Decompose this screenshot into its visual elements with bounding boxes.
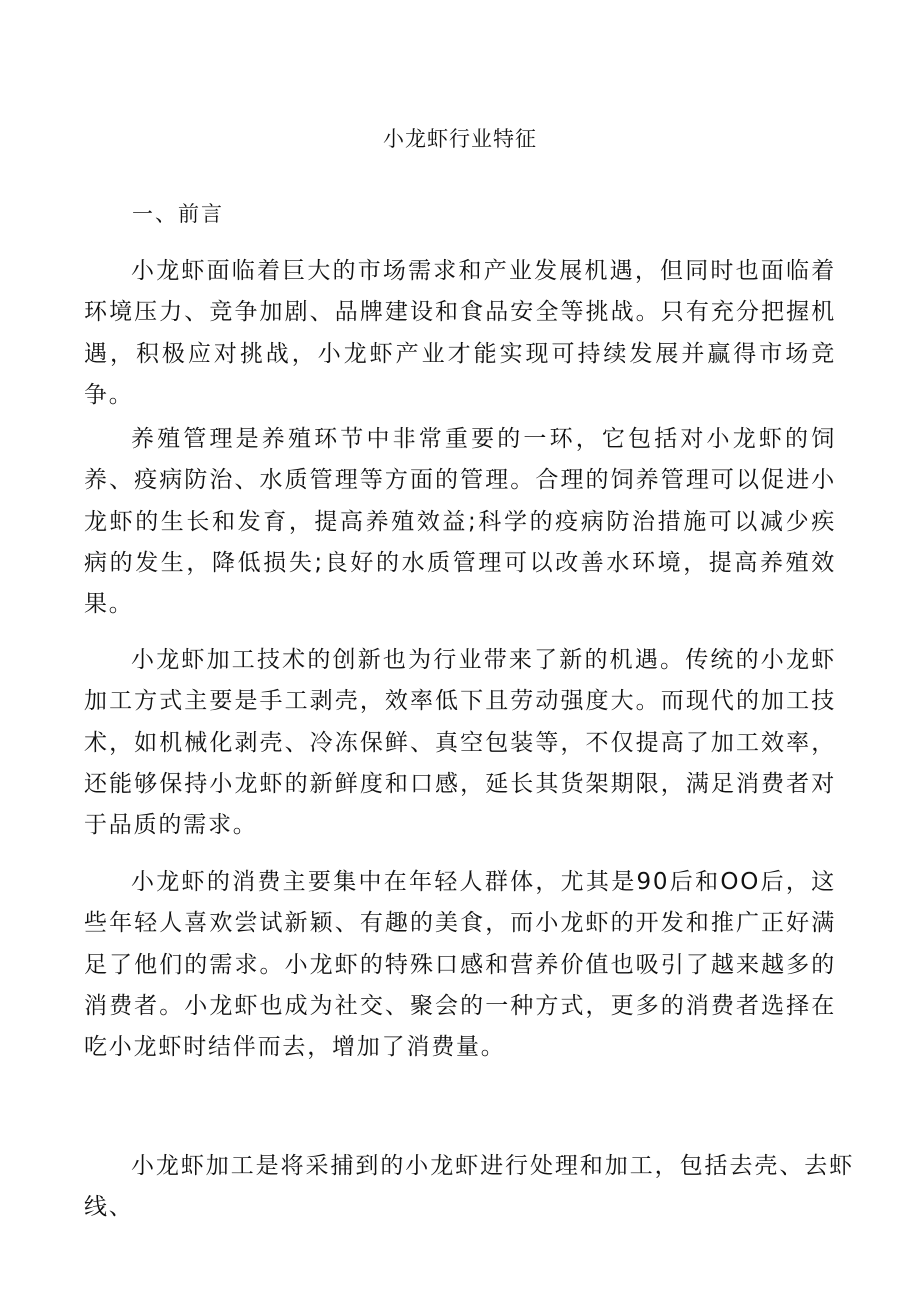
paragraph-1: 小龙虾面临着巨大的市场需求和产业发展机遇，但同时也面临着环境压力、竞争加剧、品牌建设和食品安全等挑战。只有充分把握机遇，积极应对挑战，小龙虾产业才能实现可持续发展并赢得市场竞争。 (84, 258, 836, 408)
section-heading: 一、前言 (132, 202, 224, 226)
paragraph-4: 小龙虾的消费主要集中在年轻人群体，尤其是90后和OO后，这些年轻人喜欢尝试新颖、有趣的美食，而小龙虾的开发和推广正好满足了他们的需求。小龙虾的特殊口感和营养价值也吸引了越来越多的消费者。小龙虾也成为社交、聚会的一种方式，更多的消费者选择在吃小龙虾时结伴而去，增加了消费量。 (84, 869, 836, 1061)
document-title: 小龙虾行业特征 (383, 127, 537, 151)
paragraph-5: 小龙虾加工是将采捕到的小龙虾进行处理和加工，包括去壳、去虾线、 (84, 1153, 854, 1221)
paragraph-3: 小龙虾加工技术的创新也为行业带来了新的机遇。传统的小龙虾加工方式主要是手工剥壳，效率低下且劳动强度大。而现代的加工技术，如机械化剥壳、冷冻保鲜、真空包装等，不仅提高了加工效率，还能够保持小龙虾的新鲜度和口感，延长其货架期限，满足消费者对于品质的需求。 (84, 647, 836, 839)
paragraph-2: 养殖管理是养殖环节中非常重要的一环，它包括对小龙虾的饲养、疫病防治、水质管理等方面的管理。合理的饲养管理可以促进小龙虾的生长和发育，提高养殖效益;科学的疫病防治措施可以减少疾病的发生，降低损失;良好的水质管理可以改善水环境，提高养殖效果。 (84, 426, 836, 618)
